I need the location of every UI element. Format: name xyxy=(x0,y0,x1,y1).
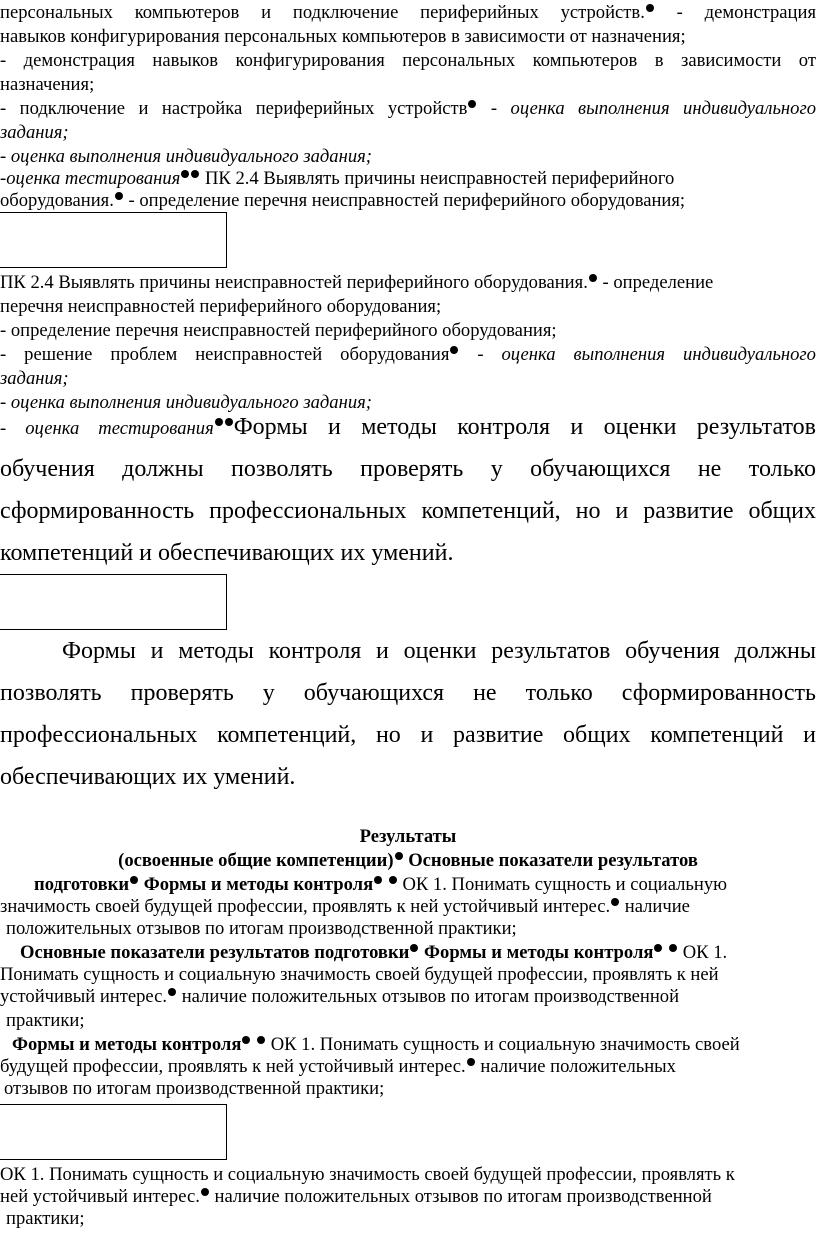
text-line: ОК 1. Понимать сущность и социальную значимость своей будущей профессии, проявлять к xyxy=(0,1164,735,1185)
text-line: - оценка выполнения индивидуального задания; xyxy=(0,146,372,167)
text-span: ПК 2.4 Выявлять причины неисправностей периферийного xyxy=(200,168,675,189)
text-line: обучения должны позволять проверять у обучающихся не только xyxy=(0,456,816,482)
text-span: Формы и методы контроля xyxy=(419,942,654,963)
bullet-icon xyxy=(389,876,397,884)
text-span: устойчивый интерес. xyxy=(0,986,168,1007)
text-span: (освоенные общие компетенции) xyxy=(118,850,394,871)
bullet-icon xyxy=(669,944,677,952)
text-line: задания; xyxy=(0,368,69,389)
bullet-icon xyxy=(611,898,619,906)
text-span: - xyxy=(459,344,502,365)
bullet-icon xyxy=(215,418,223,426)
text-line xyxy=(0,986,816,1008)
text-span: - оценка тестирования xyxy=(0,418,214,439)
text-line xyxy=(0,850,816,872)
text-line: Понимать сущность и социальную значимость своей будущей профессии, проявлять к ней xyxy=(0,964,719,985)
section-title: Результаты xyxy=(359,826,457,847)
bullet-icon xyxy=(191,170,199,178)
text-line: перечня неисправностей периферийного оборудования; xyxy=(0,296,442,317)
text-line: - демонстрация навыков конфигурирования персональных компьютеров в зависимости от xyxy=(0,50,816,71)
text-span: наличие положительных отзывов по итогам производственной xyxy=(177,986,680,1007)
text-line: навыков конфигурирования персональных компьютеров в зависимости от назначения; xyxy=(0,26,686,47)
bullet-icon xyxy=(395,852,403,860)
text-line xyxy=(34,874,816,896)
text-span: ОК 1. Понимать сущность и социальную xyxy=(397,874,728,895)
text-span: наличие xyxy=(620,896,690,917)
text-line xyxy=(20,942,816,964)
text-line: практики; xyxy=(6,1208,85,1229)
text-line xyxy=(0,98,816,120)
text-line xyxy=(0,896,816,918)
bullet-icon xyxy=(646,4,654,12)
bullet-icon xyxy=(115,192,123,200)
bullet-icon xyxy=(242,1036,250,1044)
text-span: Формы и методы контроля xyxy=(12,1034,242,1055)
text-line: назначения; xyxy=(0,74,95,95)
text-line: - определение перечня неисправностей периферийного оборудования; xyxy=(0,320,557,341)
text-line: профессиональных компетенций, но и развитие общих компетенций и xyxy=(0,722,816,748)
text-span: подготовки xyxy=(34,874,130,895)
bullet-icon xyxy=(654,944,662,952)
text-line xyxy=(0,2,816,24)
text-span: значимость своей будущей профессии, проявлять к ней устойчивый интерес. xyxy=(0,896,611,917)
text-span: - определение xyxy=(597,272,714,293)
text-line: сформированность профессиональных компетенций, но и развитие общих xyxy=(0,498,816,524)
text-line xyxy=(0,1056,816,1078)
bullet-icon xyxy=(257,1036,265,1044)
bullet-icon xyxy=(589,274,597,282)
text-line: положительных отзывов по итогам производственной практики; xyxy=(6,918,517,939)
text-line xyxy=(0,344,816,366)
text-span: наличие положительных xyxy=(475,1056,676,1077)
text-line: практики; xyxy=(6,1010,85,1031)
text-span: Формы и методы контроля и оценки результатов xyxy=(233,414,816,440)
text-line: - оценка выполнения индивидуального задания; xyxy=(0,392,372,413)
text-line: компетенций и обеспечивающих их умений. xyxy=(0,540,454,566)
text-line: отзывов по итогам производственной практики; xyxy=(4,1078,385,1099)
text-line: задания; xyxy=(0,122,69,143)
bullet-icon xyxy=(225,418,233,426)
text-line xyxy=(0,412,816,444)
text-span: - решение проблем неисправностей оборудования xyxy=(0,344,450,365)
text-line: позволять проверять у обучающихся не только сформированность xyxy=(0,680,816,706)
bullet-icon xyxy=(468,100,476,108)
text-line: Формы и методы контроля и оценки результатов обучения должны xyxy=(62,638,816,664)
bullet-icon xyxy=(450,346,458,354)
text-span: - подключение и настройка периферийных устройств xyxy=(0,98,468,119)
bullet-icon xyxy=(168,988,176,996)
text-span: оборудования. xyxy=(0,190,114,211)
bullet-icon xyxy=(467,1058,475,1066)
text-line: обеспечивающих их умений. xyxy=(0,764,296,790)
text-line xyxy=(0,190,816,212)
empty-table-cell xyxy=(0,574,227,630)
text-span: наличие положительных отзывов по итогам производственной xyxy=(209,1186,712,1207)
text-span: - xyxy=(477,98,511,119)
text-line xyxy=(12,1034,816,1056)
empty-table-cell xyxy=(0,212,227,268)
text-line xyxy=(0,168,816,190)
text-span: ПК 2.4 Выявлять причины неисправностей периферийного оборудования. xyxy=(0,272,588,293)
text-span: персональных компьютеров и подключение периферийных устройств. xyxy=(0,2,645,23)
bullet-icon xyxy=(201,1188,209,1196)
bullet-icon xyxy=(181,170,189,178)
text-span: будущей профессии, проявлять к ней устойчивый интерес. xyxy=(0,1056,466,1077)
text-span: ОК 1. xyxy=(678,942,728,963)
text-span: -оценка тестирования xyxy=(0,168,181,189)
text-span: ней устойчивый интерес. xyxy=(0,1186,200,1207)
text-span: оценка выполнения индивидуального xyxy=(501,344,816,365)
text-span: Основные показатели результатов xyxy=(403,850,698,871)
text-span: - демонстрация xyxy=(654,2,816,23)
bullet-icon xyxy=(410,944,418,952)
text-span: оценка выполнения индивидуального xyxy=(510,98,816,119)
text-span: Формы и методы контроля xyxy=(139,874,374,895)
text-span: ОК 1. Понимать сущность и социальную значимость своей xyxy=(266,1034,740,1055)
empty-table-cell xyxy=(0,1104,227,1160)
bullet-icon xyxy=(374,876,382,884)
bullet-icon xyxy=(130,876,138,884)
text-line xyxy=(0,272,816,294)
text-line xyxy=(0,1186,816,1208)
text-span: Основные показатели результатов подготовки xyxy=(20,942,410,963)
text-span: - определение перечня неисправностей периферийного оборудования; xyxy=(123,190,686,211)
